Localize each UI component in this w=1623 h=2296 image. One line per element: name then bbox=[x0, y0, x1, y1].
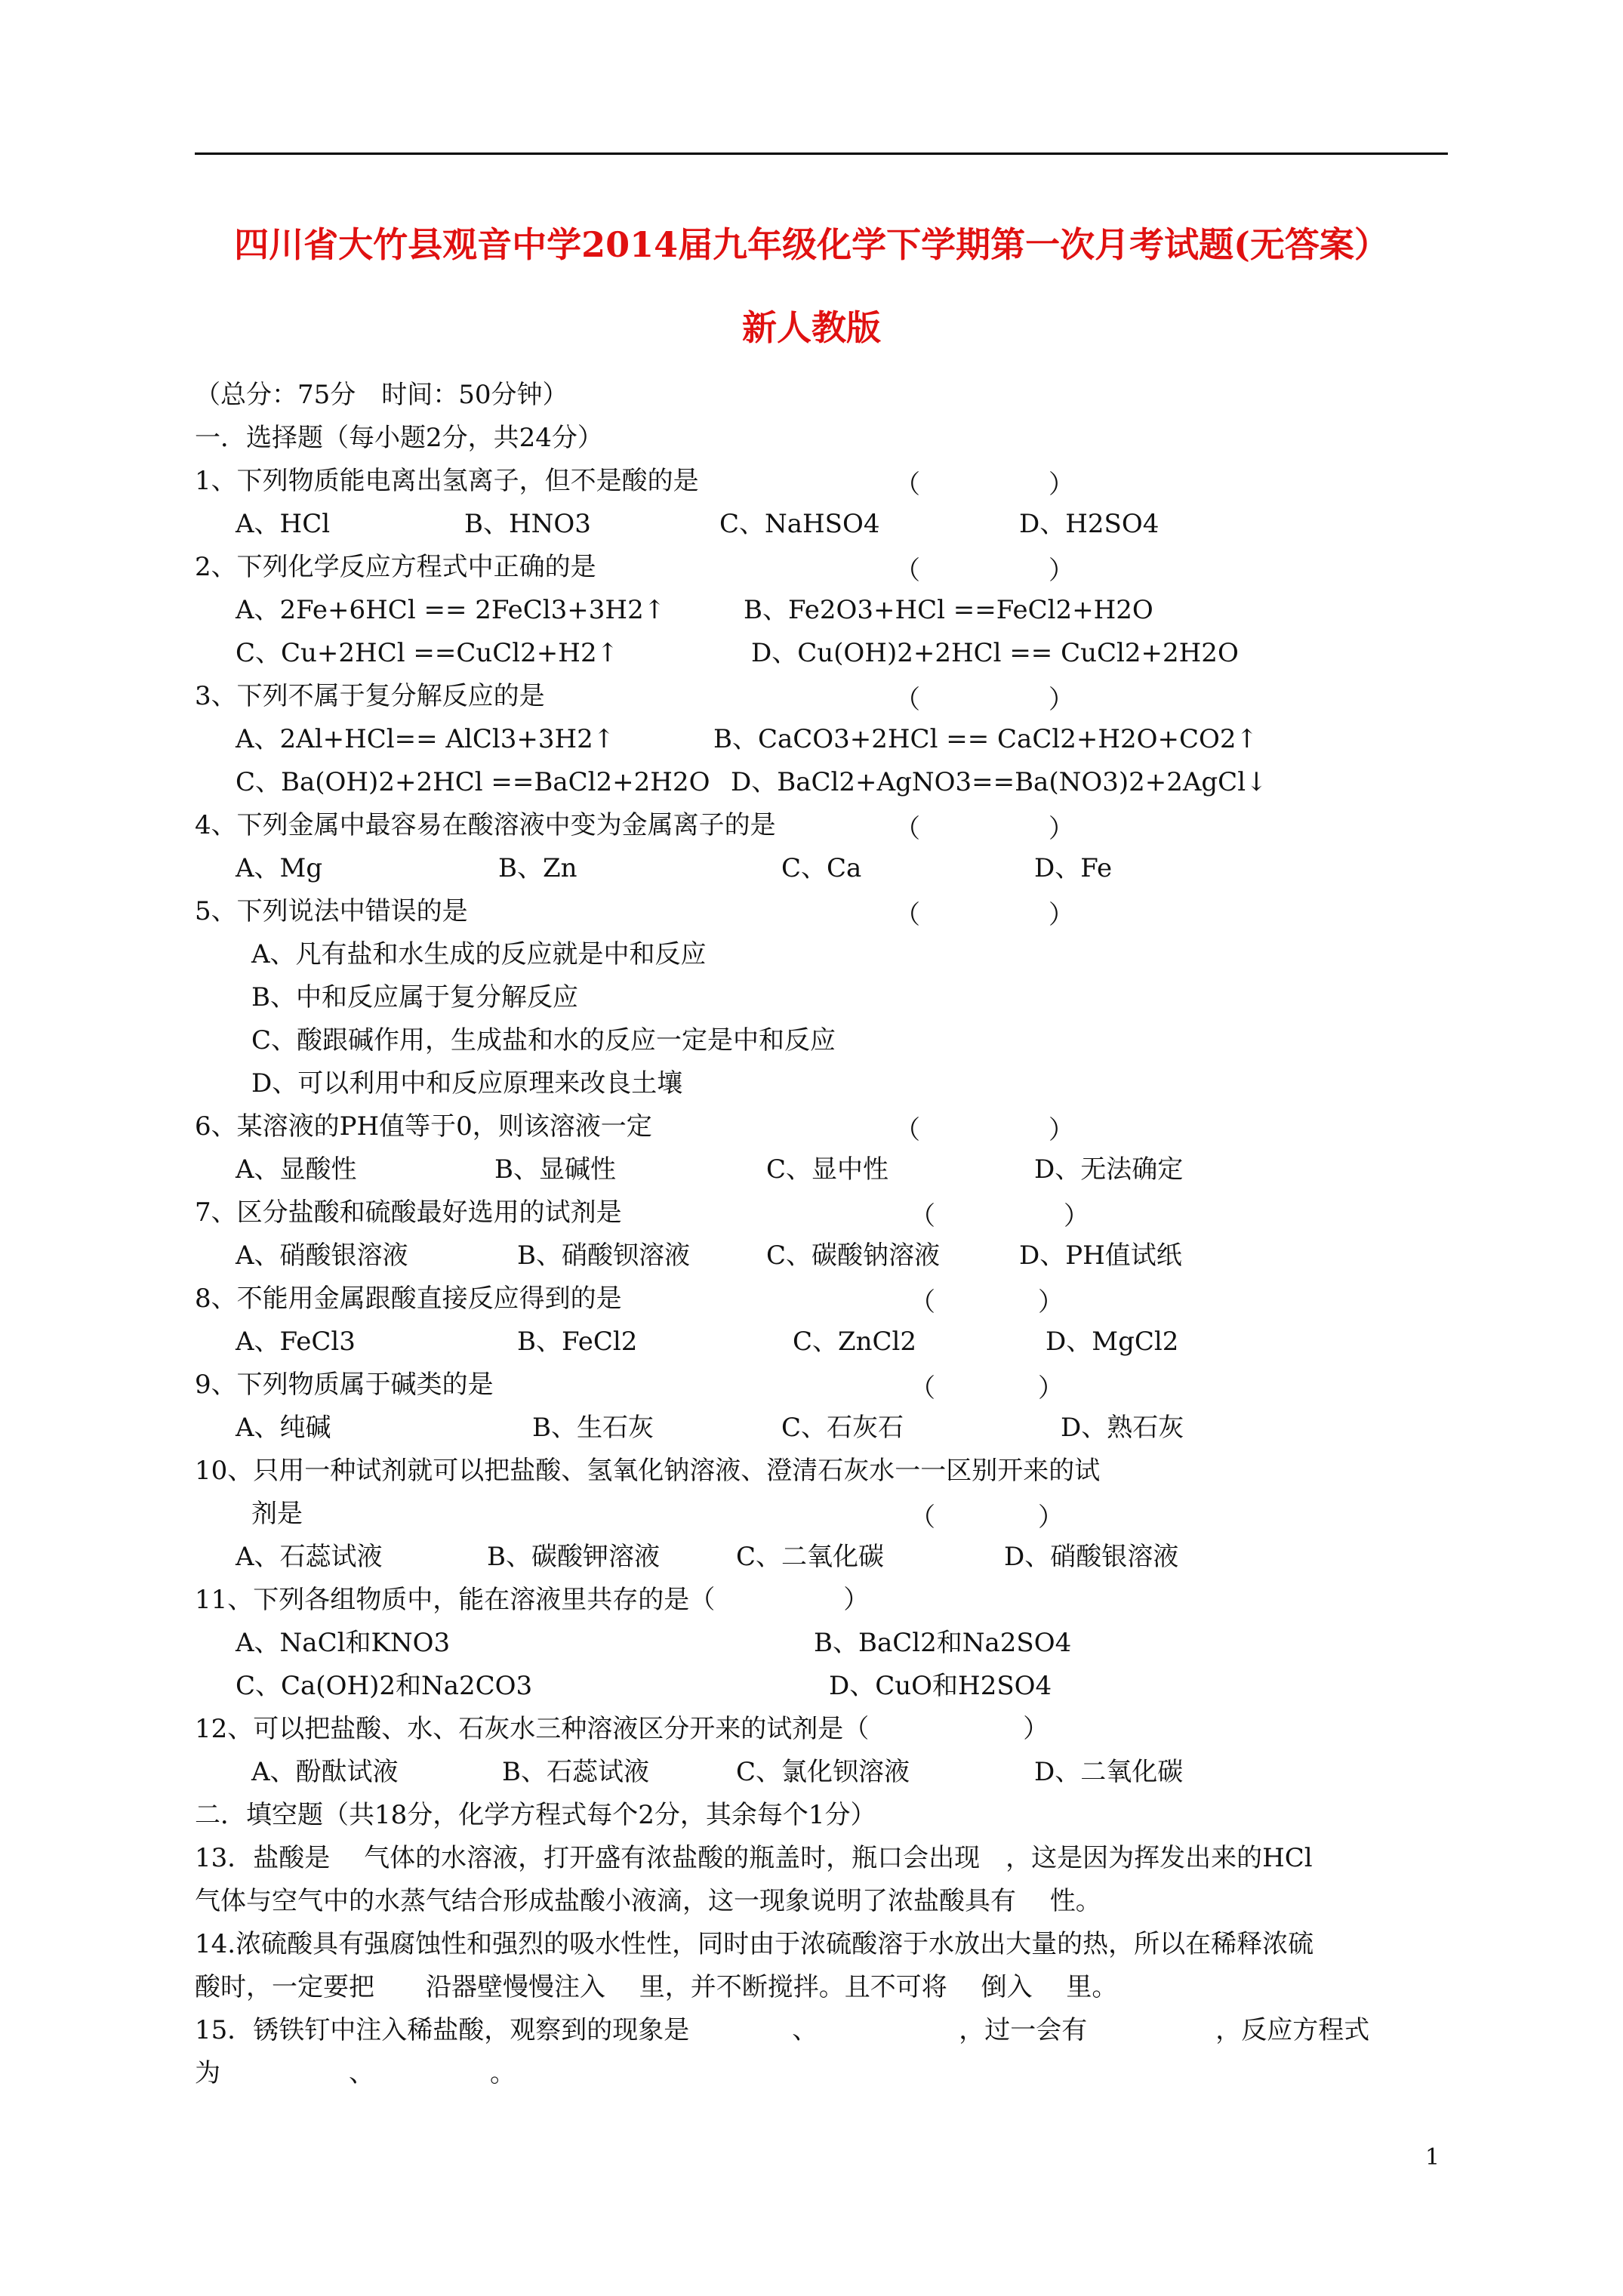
option: B、Fe2O3+HCl ==FeCl2+H2O bbox=[744, 595, 1153, 625]
question-stem: 10、只用一种试剂就可以把盐酸、氢氧化钠溶液、澄清石灰水一一区别开来的试 bbox=[195, 1456, 1101, 1486]
option: D、可以利用中和反应原理来改良土壤 bbox=[251, 1068, 683, 1099]
question-stem: 3、下列不属于复分解反应的是 bbox=[195, 681, 545, 711]
option: D、MgCl2 bbox=[1046, 1327, 1179, 1357]
option: A、纯碱 bbox=[236, 1413, 331, 1443]
option: B、FeCl2 bbox=[517, 1327, 638, 1357]
option: B、CaCO3+2HCl == CaCl2+H2O+CO2↑ bbox=[713, 724, 1258, 754]
option: D、硝酸银溶液 bbox=[1004, 1542, 1179, 1572]
option: C、氯化钡溶液 bbox=[736, 1757, 910, 1787]
question-stem: 7、区分盐酸和硫酸最好选用的试剂是 bbox=[195, 1197, 622, 1228]
option: D、Fe bbox=[1034, 853, 1113, 883]
option: C、Cu+2HCl ==CuCl2+H2↑ bbox=[236, 638, 619, 668]
option: A、凡有盐和水生成的反应就是中和反应 bbox=[251, 939, 707, 969]
option: D、H2SO4 bbox=[1019, 509, 1160, 539]
question-stem: 5、下列说法中错误的是 bbox=[195, 896, 468, 926]
option: A、Mg bbox=[236, 853, 323, 883]
option: C、ZnCl2 bbox=[793, 1327, 917, 1357]
option: C、Ca(OH)2和Na2CO3 bbox=[236, 1671, 533, 1701]
option: B、显碱性 bbox=[494, 1154, 616, 1185]
answer-blank: （ ） bbox=[895, 556, 1074, 586]
option: C、石灰石 bbox=[781, 1413, 904, 1443]
answer-blank: （ ） bbox=[910, 1373, 1064, 1404]
option: B、Zn bbox=[498, 853, 577, 883]
option: D、BaCl2+AgNO3==Ba(NO3)2+2AgCl↓ bbox=[731, 767, 1267, 797]
option: A、NaCl和KNO3 bbox=[236, 1628, 451, 1658]
option: D、PH值试纸 bbox=[1019, 1240, 1182, 1271]
question-stem: 2、下列化学反应方程式中正确的是 bbox=[195, 552, 596, 582]
option: C、Ba(OH)2+2HCl ==BaCl2+2H2O bbox=[236, 767, 710, 797]
answer-blank: （ ） bbox=[910, 1201, 1089, 1231]
fill-line: 酸时，一定要把 沿器壁慢慢注入 里，并不断搅拌。且不可将 倒入 里。 bbox=[195, 1972, 1118, 2002]
question-stem: 1、下列物质能电离出氢离子，但不是酸的是 bbox=[195, 466, 699, 496]
question-stem: 4、下列金属中最容易在酸溶液中变为金属离子的是 bbox=[195, 810, 776, 840]
option: A、硝酸银溶液 bbox=[236, 1240, 408, 1271]
option: A、酚酞试液 bbox=[251, 1757, 399, 1787]
option: A、石蕊试液 bbox=[236, 1542, 383, 1572]
option: C、二氧化碳 bbox=[736, 1542, 885, 1572]
option: A、显酸性 bbox=[236, 1154, 357, 1185]
option: A、HCl bbox=[236, 509, 331, 539]
answer-blank: （ ） bbox=[895, 900, 1074, 930]
option: A、2Al+HCl== AlCl3+3H2↑ bbox=[236, 724, 615, 754]
option: D、熟石灰 bbox=[1061, 1413, 1184, 1443]
exam-meta: （总分：75分 时间：50分钟） bbox=[195, 380, 568, 410]
option: B、硝酸钡溶液 bbox=[517, 1240, 690, 1271]
option: D、无法确定 bbox=[1034, 1154, 1184, 1185]
question-stem: 8、不能用金属跟酸直接反应得到的是 bbox=[195, 1284, 622, 1314]
option: C、Ca bbox=[781, 853, 862, 883]
section-heading: 一．选择题（每小题2分，共24分） bbox=[195, 423, 603, 453]
fill-line: 13．盐酸是 气体的水溶液，打开盛有浓盐酸的瓶盖时，瓶口会出现 ，这是因为挥发出来的HCl bbox=[195, 1843, 1313, 1873]
option: D、CuO和H2SO4 bbox=[829, 1671, 1052, 1701]
question-stem: 12、可以把盐酸、水、石灰水三种溶液区分开来的试剂是（ ） bbox=[195, 1714, 1049, 1744]
answer-blank: （ ） bbox=[895, 685, 1074, 715]
answer-blank: （ ） bbox=[910, 1502, 1064, 1533]
answer-blank: （ ） bbox=[895, 470, 1074, 500]
option: D、Cu(OH)2+2HCl == CuCl2+2H2O bbox=[751, 638, 1239, 668]
fill-line: 15．锈铁钉中注入稀盐酸，观察到的现象是 、 ，过一会有 ，反应方程式 bbox=[195, 2015, 1370, 2045]
question-stem: 11、下列各组物质中，能在溶液里共存的是（ ） bbox=[195, 1585, 870, 1615]
option: D、二氧化碳 bbox=[1034, 1757, 1184, 1787]
option: B、石蕊试液 bbox=[502, 1757, 649, 1787]
question-stem: 6、某溶液的PH值等于0，则该溶液一定 bbox=[195, 1111, 652, 1142]
option: C、显中性 bbox=[766, 1154, 889, 1185]
section-heading: 二．填空题（共18分，化学方程式每个2分，其余每个1分） bbox=[195, 1800, 876, 1830]
page-number: 1 bbox=[1425, 2144, 1440, 2171]
option: C、酸跟碱作用，生成盐和水的反应一定是中和反应 bbox=[251, 1025, 836, 1056]
fill-line: 14.浓硫酸具有强腐蚀性和强烈的吸水性性，同时由于浓硫酸溶于水放出大量的热，所以在稀释浓硫 bbox=[195, 1929, 1314, 1959]
option: B、碳酸钾溶液 bbox=[487, 1542, 660, 1572]
answer-blank: （ ） bbox=[895, 814, 1074, 844]
question-stem-cont: 剂是 bbox=[251, 1499, 303, 1529]
answer-blank: （ ） bbox=[910, 1287, 1064, 1318]
option: B、HNO3 bbox=[464, 509, 591, 539]
fill-line: 气体与空气中的水蒸气结合形成盐酸小液滴，这一现象说明了浓盐酸具有 性。 bbox=[195, 1886, 1101, 1916]
option: A、FeCl3 bbox=[236, 1327, 356, 1357]
option: B、中和反应属于复分解反应 bbox=[251, 982, 578, 1012]
page-title: 四川省大竹县观音中学2014届九年级化学下学期第一次月考试题(无答案） bbox=[234, 224, 1389, 265]
question-stem: 9、下列物质属于碱类的是 bbox=[195, 1370, 494, 1400]
option: B、BaCl2和Na2SO4 bbox=[814, 1628, 1072, 1658]
option: A、2Fe+6HCl == 2FeCl3+3H2↑ bbox=[236, 595, 666, 625]
page-subtitle: 新人教版 bbox=[742, 307, 881, 348]
option: C、碳酸钠溶液 bbox=[766, 1240, 941, 1271]
option: C、NaHSO4 bbox=[719, 509, 880, 539]
fill-line: 为 、 。 bbox=[195, 2058, 516, 2088]
header-rule bbox=[195, 153, 1448, 155]
option: B、生石灰 bbox=[532, 1413, 654, 1443]
answer-blank: （ ） bbox=[895, 1115, 1074, 1145]
